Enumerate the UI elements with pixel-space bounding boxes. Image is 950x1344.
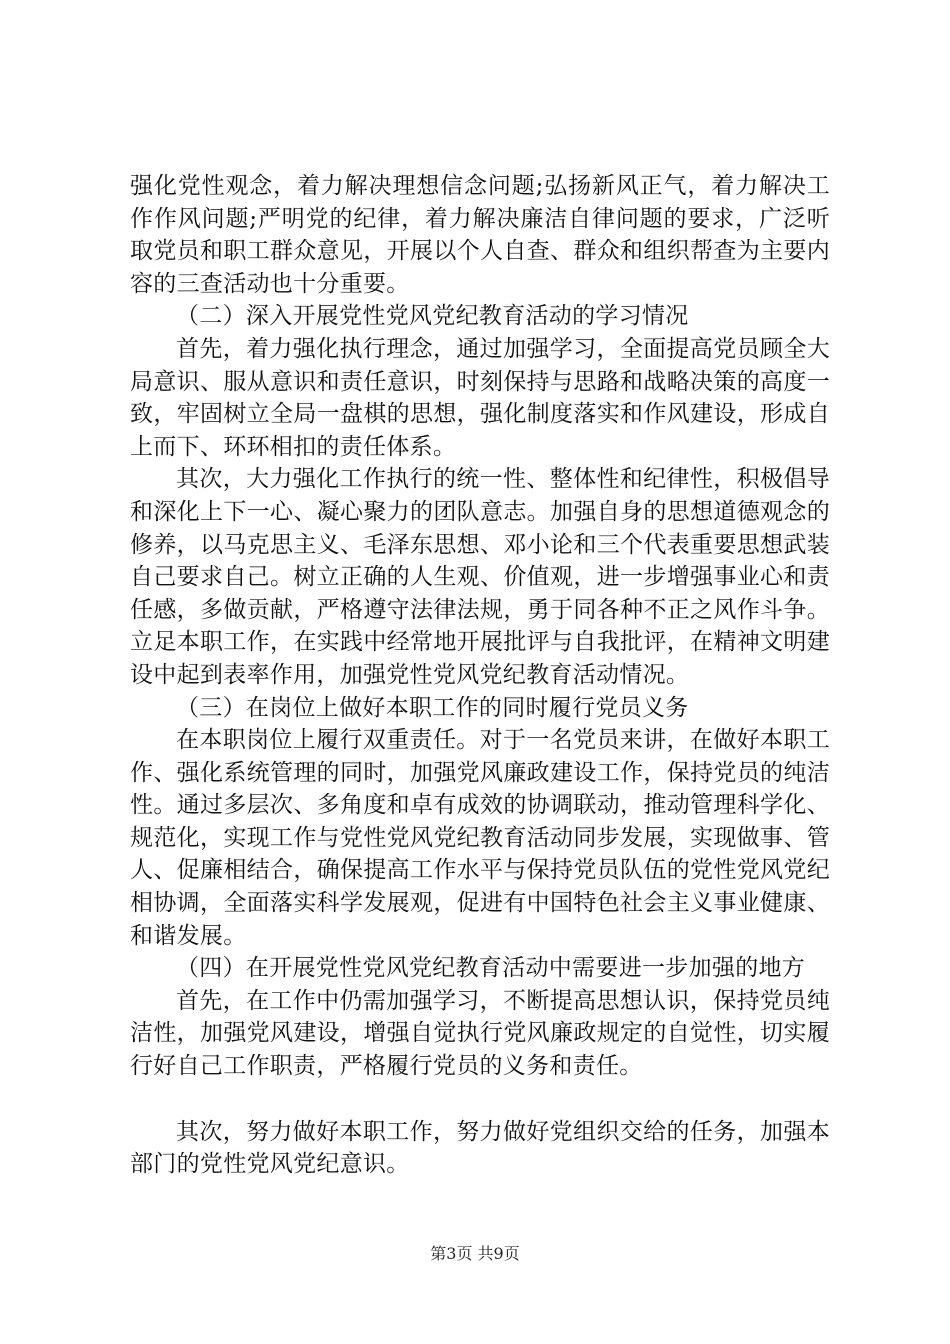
document-body [130,170,830,1181]
paragraph-first: 首先，着力强化执行理念，通过加强学习，全面提高党员顾全大局意识、服从意识和责任意识，时刻保持与思路和战略决策的高度一致，牢固树立全局一盘棋的思想，强化制度落实和作风建设，形成自上而下、环环相扣的责任体系。 [130,335,830,460]
paragraph-improve-first: 首先，在工作中仍需加强学习，不断提高思想认识，保持党员纯洁性，加强党风建设，增强自觉执行党风廉政规定的自觉性，切实履行好自己工作职责，严格履行党员的义务和责任。 [130,987,830,1080]
paragraph-duty: 在本职岗位上履行双重责任。对于一名党员来讲，在做好本职工作、强化系统管理的同时，加强党风廉政建设工作，保持党员的纯洁性。通过多层次、多角度和卓有成效的协调联动，推动管理科学化、规范化，实现工作与党性党风党纪教育活动同步发展，实现做事、管人、促廉相结合，确保提高工作水平与保持党员队伍的党性党风党纪相协调，全面落实科学发展观，促进有中国特色社会主义事业健康、和谐发展。 [130,727,830,949]
paragraph-continuation: 强化党性观念，着力解决理想信念问题;弘扬新风正气，着力解决工作作风问题;严明党的纪律，着力解决廉洁自律问题的要求，广泛听取党员和职工群众意见，开展以个人自查、群众和组织帮查为主要内容的三查活动也十分重要。 [130,173,830,297]
section-heading-3: （三）在岗位上做好本职工作的同时履行党员义务 [176,694,689,721]
page-number-footer: 第3页 共9页 [430,1244,520,1263]
paragraph-second: 其次，大力强化工作执行的统一性、整体性和纪律性，积极倡导和深化上下一心、凝心聚力的团队意志。加强自身的思想道德观念的修养，以马克思主义、毛泽东思想、邓小论和三个代表重要思想武装自己要求自己。树立正确的人生观、价值观，进一步增强事业心和责任感，多做贡献，严格遵守法律法规，勇于同各种不正之风作斗争。立足本职工作，在实践中经常地开展批评与自我批评，在精神文明建设中起到表率作用，加强党性党风党纪教育活动情况。 [130,466,830,688]
paragraph-improve-second: 其次，努力做好本职工作，努力做好党组织交给的任务，加强本部门的党性党风党纪意识。 [130,1118,830,1178]
paragraph-gap [130,1083,830,1116]
section-heading-2: （二）深入开展党性党风党纪教育活动的学习情况 [176,303,689,330]
section-heading-4: （四）在开展党性党风党纪教育活动中需要进一步加强的地方 [176,955,806,982]
